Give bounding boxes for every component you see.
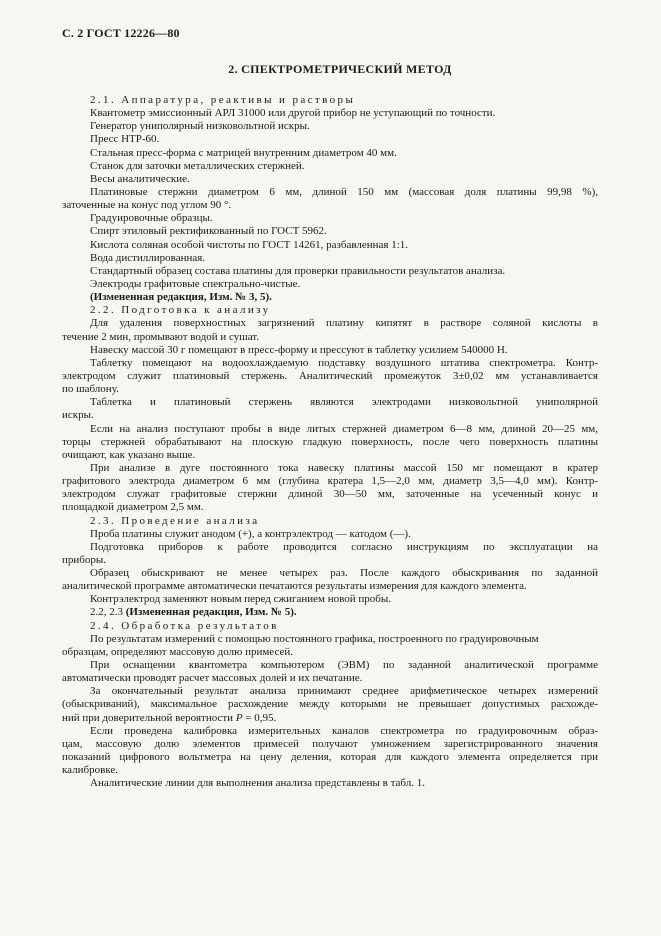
- text-line: цам, массовую долю элементов примесей получают умножением зарегистрированного значения: [62, 737, 598, 750]
- text-line: (обыскриваний), максимальное расхождение между которыми не превышает допустимых расхожде-: [62, 698, 598, 711]
- probability-variable: P: [235, 711, 243, 724]
- text-line: автоматически проводят расчет массовых долей и их печатание.: [62, 672, 363, 685]
- text-line: течение 2 мин, промывают водой и сушат.: [62, 330, 260, 343]
- text-line: Кислота соляная особой чистоты по ГОСТ 14261, разбавленная 1:1.: [90, 238, 409, 251]
- text-line: При оснащении квантометра компьютером (ЭВМ) по заданной аналитической программе: [90, 659, 598, 672]
- text-line: Навеску массой 30 г помещают в пресс-форму и прессуют в таблетку усилием 540000 Н.: [90, 343, 508, 356]
- text-line: Спирт этиловый ректификованный по ГОСТ 5962.: [90, 225, 327, 238]
- text-line: Таблетка и платиновый стержень являются электродами низковольтной униполярной: [90, 396, 598, 409]
- text-line: Подготовка приборов к работе проводится согласно инструкциям по эксплуатации на: [90, 540, 598, 553]
- text-line: Пресс НТР-60.: [90, 133, 160, 146]
- section-title: 2. СПЕКТРОМЕТРИЧЕСКИЙ МЕТОД: [228, 62, 452, 76]
- text-line: [90, 606, 598, 619]
- subsection-heading: 2.1. Аппаратура, реактивы и растворы: [90, 94, 356, 106]
- text-line: калибровке.: [62, 764, 119, 777]
- text-line: Квантометр эмиссионный АРЛ 31000 или другой прибор не уступающий по точности.: [90, 107, 496, 120]
- text-line: очищают, как указано выше.: [62, 448, 196, 461]
- text-line: Образец обыскривают не менее четырех раз. После каждого обыскривания по заданной: [90, 567, 598, 580]
- text-line: Вода дистиллированная.: [90, 251, 206, 264]
- text-line: [90, 620, 598, 633]
- clause-reference: 2.2, 2.3: [90, 606, 126, 619]
- text-line: площадкой диаметром 2,5 мм.: [62, 501, 204, 514]
- text-line: электродом служит платиновый стержень. Аналитический промежуток 3±0,02 мм устанавливается: [62, 369, 598, 382]
- text-line: Электроды графитовые спектрально-чистые.: [90, 277, 301, 290]
- text-line: образцам, определяют массовую долю примесей.: [62, 645, 293, 658]
- text-line: Проба платины служит анодом (+), а контрэлектрод — катодом (—).: [90, 527, 411, 540]
- document-body: [62, 94, 598, 790]
- text-line: показаний цифрового вольтметра на цену деления, которая для каждого элемента определяется при: [62, 751, 598, 764]
- text-line: Весы аналитические.: [90, 172, 190, 185]
- text-line: электродом служат графитовые стержни длиной 30—50 мм, заточенные на усеченный конус и: [62, 488, 598, 501]
- text-fragment: = 0,95.: [242, 711, 277, 724]
- text-line: Станок для заточки металлических стержней.: [90, 159, 305, 172]
- subsection-heading: 2.3. Проведение анализа: [90, 514, 260, 527]
- text-line: Генератор униполярный низковольтной искры.: [90, 120, 310, 133]
- text-line: Если проведена калибровка измерительных каналов спектрометра по градуировочным образ-: [90, 724, 598, 737]
- text-line: по шаблону.: [62, 383, 119, 396]
- text-line: аналитической программе автоматически печатаются результаты измерения для каждого элемента.: [62, 580, 527, 593]
- text-line: Для удаления поверхностных загрязнений платину кипятят в растворе соляной кислоты в: [90, 317, 598, 330]
- text-line: Аналитические линии для выполнения анализа представлены в табл. 1.: [90, 777, 425, 790]
- text-line: заточенные на конус под углом 90 °.: [62, 199, 232, 212]
- text-line: графитового электрода диаметром 6 мм (глубина кратера 1,5—2,0 мм, диаметр 3,5—4,0 мм). Контр-: [62, 475, 598, 488]
- subsection-heading: 2.4. Обработка результатов: [90, 619, 279, 632]
- text-line: Таблетку помещают на водоохлаждаемую подставку воздушного штатива спектрометра. Контр-: [90, 356, 598, 369]
- subsection-heading: 2.2. Подготовка к анализу: [90, 304, 271, 317]
- text-line: За окончательный результат анализа принимают среднее арифметическое четырех измерений: [90, 685, 598, 698]
- text-fragment: ний при доверительной вероятности: [62, 711, 236, 724]
- text-line: торцы стержней обрабатывают на плоскую гладкую поверхность, после чего поверхность платины: [62, 435, 598, 448]
- text-line: Градуировочные образцы.: [90, 212, 213, 225]
- text-line: Стандартный образец состава платины для проверки правильности результатов анализа.: [90, 264, 506, 277]
- text-line: Платиновые стержни диаметром 6 мм, длиной 150 мм (массовая доля платины 99,98 %),: [90, 185, 598, 198]
- text-line: Стальная пресс-форма с матрицей внутренним диаметром 40 мм.: [90, 146, 397, 159]
- page-header: С. 2 ГОСТ 12226—80: [62, 26, 180, 40]
- text-line: [90, 94, 598, 107]
- text-line: Если на анализ поступают пробы в виде литых стержней диаметром 6—8 мм, длиной 20—25 мм,: [90, 422, 598, 435]
- text-line: [90, 515, 598, 528]
- text-line: [90, 304, 598, 317]
- text-line: При анализе в дуге постоянного тока навеску платины массой 150 мг помещают в кратер: [90, 461, 598, 474]
- text-line: [62, 712, 598, 725]
- text-line: По результатам измерений с помощью постоянного графика, построенного по градуировочным: [90, 632, 539, 645]
- text-line: Контрэлектрод заменяют новым перед сжиганием новой пробы.: [90, 593, 392, 606]
- text-line: искры.: [62, 409, 94, 422]
- amendment-note: (Измененная редакция, Изм. № 5).: [125, 606, 297, 619]
- amendment-note: (Измененная редакция, Изм. № 3, 5).: [90, 291, 272, 304]
- text-line: приборы.: [62, 553, 107, 566]
